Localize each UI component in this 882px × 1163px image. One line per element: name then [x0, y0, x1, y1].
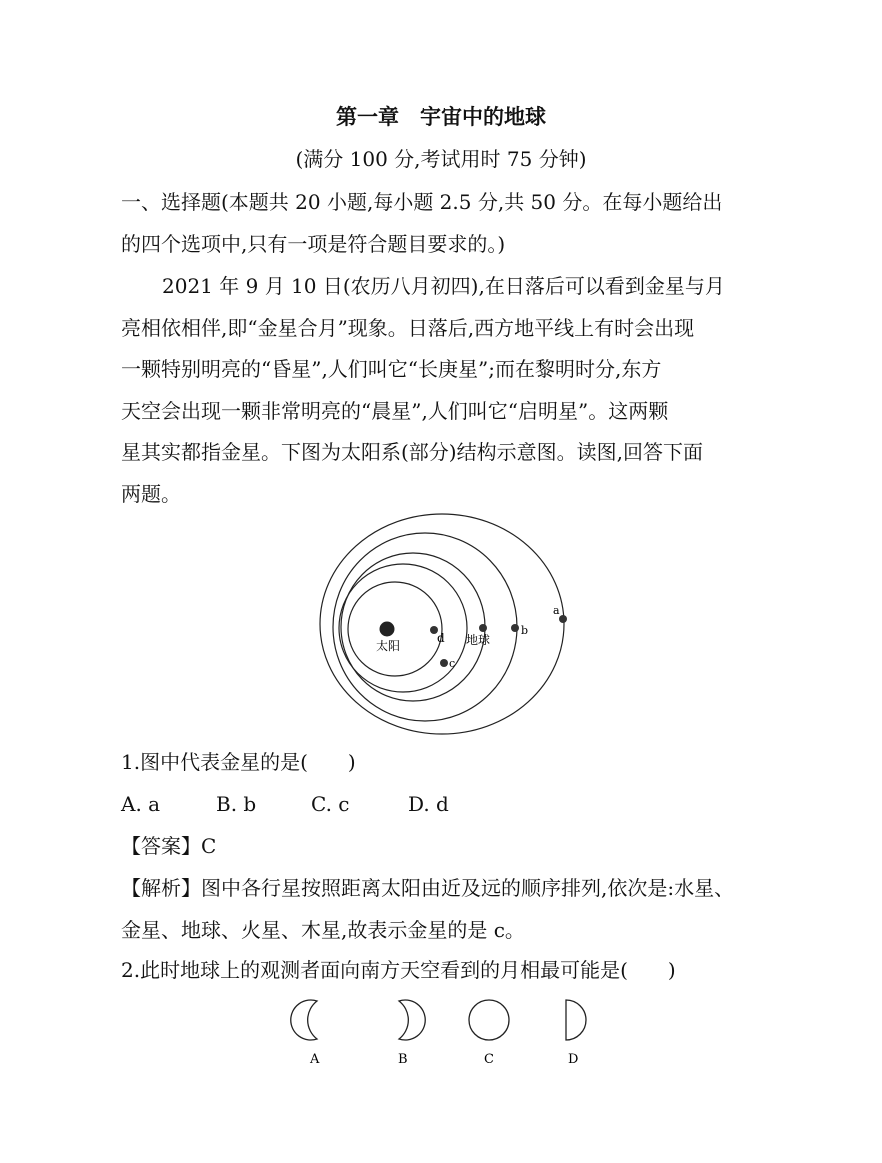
planet-b-label: b	[521, 624, 529, 637]
planet-d-label: d	[437, 631, 445, 645]
question-1-option-b: B. b	[216, 792, 257, 816]
moon-option-b	[398, 1000, 425, 1067]
moon-option-d-label: D	[568, 1052, 579, 1067]
orbit-d	[348, 582, 442, 676]
planet-a-label: a	[553, 604, 560, 617]
planet-earth	[479, 624, 487, 632]
passage-line: 天空会出现一颗非常明亮的“晨星”,人们叫它“启明星”。这两颗	[121, 399, 669, 423]
question-2-stem: 2.此时地球上的观测者面向南方天空看到的月相最可能是( )	[121, 958, 676, 982]
moon-option-b-label: B	[398, 1052, 408, 1067]
passage-line: 2021 年 9 月 10 日(农历八月初四),在日落后可以看到金星与月	[162, 274, 725, 298]
moon-half-icon	[566, 1000, 586, 1040]
planet-c	[440, 659, 448, 667]
question-1-stem: 1.图中代表金星的是( )	[121, 750, 356, 774]
solar-system-diagram	[300, 510, 580, 738]
moon-option-c	[469, 1000, 509, 1067]
passage-line: 星其实都指金星。下图为太阳系(部分)结构示意图。读图,回答下面	[121, 440, 703, 464]
moon-crescent-left-icon	[291, 1000, 317, 1040]
question-1-analysis-line: 【解析】图中各行星按照距离太阳由近及远的顺序排列,依次是:水星、	[121, 876, 735, 900]
question-1-option-c: C. c	[311, 792, 350, 816]
moon-option-c-label: C	[484, 1052, 494, 1067]
moon-option-a	[291, 1000, 320, 1067]
planet-a	[559, 615, 567, 623]
sun-label: 太阳	[376, 639, 401, 653]
section-heading-line: 的四个选项中,只有一项是符合题目要求的。)	[121, 232, 506, 256]
passage-line: 一颗特别明亮的“昏星”,人们叫它“长庚星”;而在黎明时分,东方	[121, 357, 662, 381]
orbit-earth	[341, 553, 485, 701]
page-title: 第一章 宇宙中的地球	[336, 104, 546, 129]
moon-option-a-label: A	[310, 1052, 320, 1067]
question-1-option-a: A. a	[121, 792, 161, 816]
question-1-option-d: D. d	[408, 792, 449, 816]
question-1-answer: 【答案】C	[121, 834, 217, 858]
question-1-analysis-line: 金星、地球、火星、木星,故表示金星的是 c。	[121, 918, 525, 942]
sun	[380, 622, 395, 637]
planet-c-label: c	[449, 657, 456, 670]
moon-option-d	[566, 1000, 586, 1067]
section-heading-line: 一、选择题(本题共 20 小题,每小题 2.5 分,共 50 分。在每小题给出	[121, 190, 723, 214]
earth-label: 地球	[466, 633, 491, 647]
orbit-b	[333, 533, 517, 721]
passage-line: 亮相依相伴,即“金星合月”现象。日落后,西方地平线上有时会出现	[121, 316, 695, 340]
moon-full-icon	[469, 1000, 509, 1040]
planet-b	[511, 624, 519, 632]
moon-crescent-right-icon	[399, 1000, 425, 1040]
moon-phase-options	[285, 990, 595, 1070]
passage-line: 两题。	[121, 482, 181, 506]
page-subtitle: (满分 100 分,考试用时 75 分钟)	[295, 147, 587, 171]
